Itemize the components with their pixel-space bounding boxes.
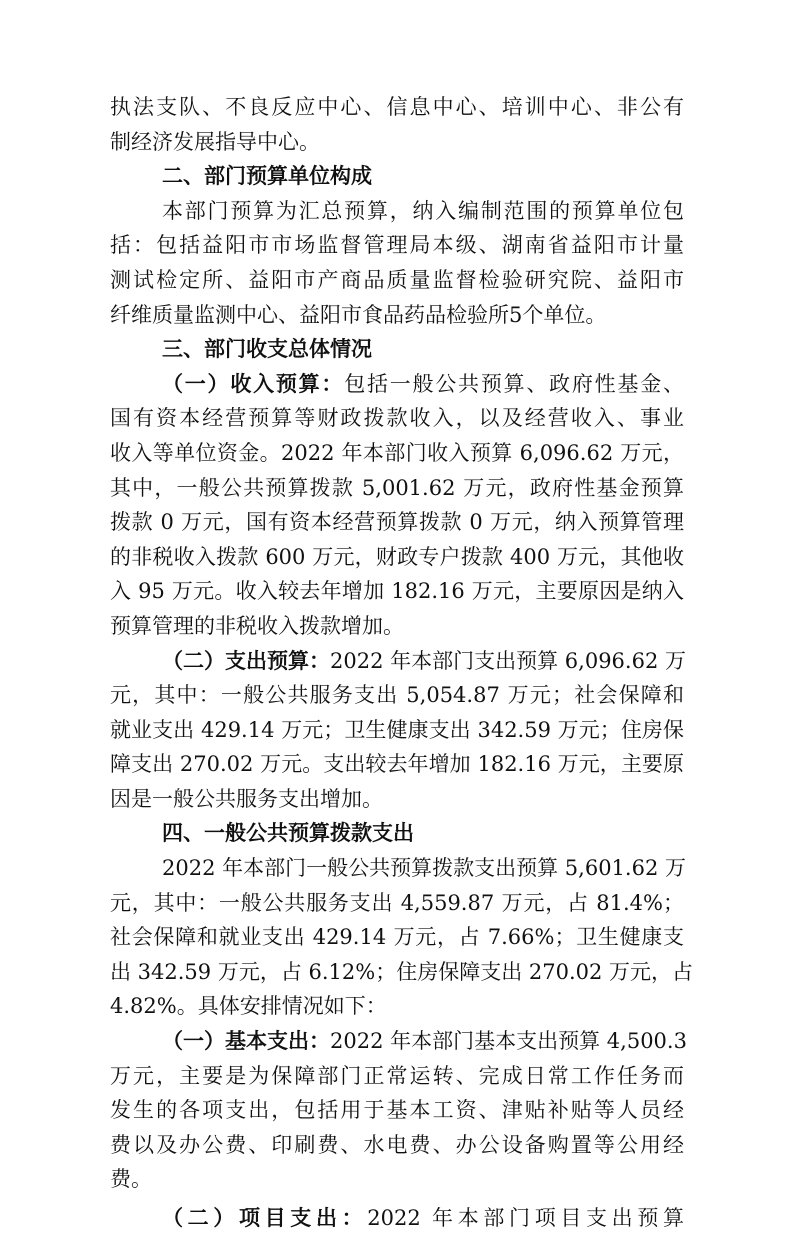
body-text-line: 制经济发展指导中心。 — [110, 129, 320, 154]
body-text-span: 2022 年本部门支出预算 6,096.62 万 — [330, 648, 686, 673]
body-text-line: 发生的各项支出，包括用于基本工资、津贴补贴等人员经 — [110, 1098, 684, 1123]
body-text-line: 纤维质量监测中心、益阳市食品药品检验所5个单位。 — [110, 302, 607, 327]
body-text-line: 元，其中：一般公共服务支出 5,054.87 万元；社会保障和 — [110, 683, 684, 708]
subsection-label-project: （二）项目支出： — [162, 1206, 368, 1230]
body-text-line — [110, 367, 684, 402]
body-text-line: 2022 年本部门一般公共预算拨款支出预算 5,601.62 万 — [162, 856, 686, 881]
body-text-line: 费以及办公费、印刷费、水电费、办公设备购置等公用经 — [110, 1132, 684, 1157]
body-text-line: 测试检定所、益阳市产商品质量监督检验研究院、益阳市 — [110, 267, 684, 292]
body-text-line: 入 95 万元。收入较去年增加 182.16 万元，主要原因是纳入 — [110, 579, 684, 604]
section-heading-2: 二、部门预算单位构成 — [162, 164, 372, 189]
body-text-line: 社会保障和就业支出 429.14 万元，占 7.66%；卫生健康支 — [110, 925, 684, 950]
body-text-line: 本部门预算为汇总预算，纳入编制范围的预算单位包 — [162, 198, 684, 223]
body-text-line — [110, 1024, 687, 1059]
section-heading-3: 三、部门收支总体情况 — [162, 337, 372, 362]
body-text-line: 4.82%。具体安排情况如下： — [110, 994, 387, 1019]
body-text-line: 因是一般公共服务支出增加。 — [110, 786, 383, 811]
body-text-line: 预算管理的非税收入拨款增加。 — [110, 613, 404, 638]
body-text-line: 收入等单位资金。2022 年本部门收入预算 6,096.62 万元， — [110, 440, 684, 465]
body-text-line: 就业支出 429.14 万元；卫生健康支出 342.59 万元；住房保 — [110, 717, 684, 742]
body-text-line: 拨款 0 万元，国有资本经营预算拨款 0 万元，纳入预算管理 — [110, 510, 684, 535]
body-text-line: 其中，一般公共预算拨款 5,001.62 万元，政府性基金预算 — [110, 475, 684, 500]
body-text-span: 2022 年本部门基本支出预算 4,500.3 — [330, 1029, 687, 1054]
body-text-line: 出 342.59 万元，占 6.12%；住房保障支出 270.02 万元，占 — [110, 959, 694, 984]
body-text-line: 障支出 270.02 万元。支出较去年增加 182.16 万元，主要原 — [110, 752, 684, 777]
subsection-label-basic: （一）基本支出： — [162, 1029, 330, 1054]
body-text-line: 万元，主要是为保障部门正常运转、完成日常工作任务而 — [110, 1063, 684, 1088]
body-text-line: 执法支队、不良反应中心、信息中心、培训中心、非公有 — [110, 95, 684, 119]
body-text-span: 2022 年本部门项目支出预算 — [367, 1206, 684, 1230]
body-text-line — [110, 1201, 684, 1236]
body-text-line: 括：包括益阳市市场监督管理局本级、湖南省益阳市计量 — [110, 233, 684, 258]
body-text-line: 元，其中：一般公共服务支出 4,559.87 万元，占 81.4%； — [110, 890, 684, 915]
body-text-line: 的非税收入拨款 600 万元，财政专户拨款 400 万元，其他收 — [110, 544, 684, 569]
section-heading-4: 四、一般公共预算拨款支出 — [162, 821, 414, 846]
body-text-line: 费。 — [110, 1167, 152, 1192]
subsection-label-income: （一）收入预算： — [162, 371, 345, 396]
subsection-label-expense: （二）支出预算： — [162, 648, 330, 673]
body-text-line — [110, 644, 684, 679]
body-text-line: 国有资本经营预算等财政拨款收入，以及经营收入、事业 — [110, 406, 684, 431]
document-page — [110, 90, 694, 1236]
body-text-span: 包括一般公共预算、政府性基金、 — [344, 371, 685, 396]
